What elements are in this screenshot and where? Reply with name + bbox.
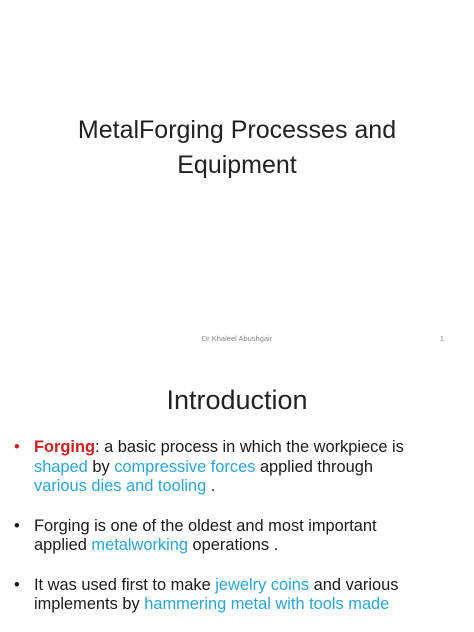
bullet-text: . bbox=[206, 477, 216, 495]
bullet-text: by bbox=[87, 457, 115, 476]
bullet-text: : a basic process in which the workpiece is bbox=[95, 438, 404, 456]
bullet-text: applied through bbox=[259, 457, 373, 476]
slide-2 bbox=[0, 355, 474, 632]
slide-title-line-1: MetalForging Processes and bbox=[77, 116, 397, 144]
slide-footer-author: Dr Khaleel Abushgair bbox=[201, 334, 273, 343]
bullet-text: It was used first to make bbox=[34, 575, 216, 594]
keyword-metalworking: metalworking bbox=[91, 536, 188, 554]
bullet-text: operations . bbox=[187, 536, 279, 554]
slide-page-number: 1 bbox=[439, 334, 444, 343]
bullet-list bbox=[14, 438, 474, 615]
bullet-item-forging bbox=[14, 438, 474, 497]
bullet-text: Forging is one of the oldest and most important applied bbox=[34, 516, 377, 554]
keyword-hammering-metal: hammering metal with tools made bbox=[144, 595, 390, 613]
keyword-jewelry-coins: jewelry coins bbox=[215, 575, 310, 594]
bullet-text: and various implements by bbox=[34, 575, 399, 613]
bullet-item-origins bbox=[14, 576, 474, 615]
keyword-shaped: shaped bbox=[34, 457, 88, 476]
keyword-forging: Forging bbox=[34, 438, 95, 456]
bullet-icon: • bbox=[14, 438, 20, 456]
slide-title-line-2: Equipment bbox=[177, 151, 297, 179]
bullet-icon: • bbox=[14, 575, 20, 594]
bullet-icon: • bbox=[14, 516, 20, 535]
keyword-compressive-forces: compressive forces bbox=[114, 457, 256, 476]
keyword-dies-and-tooling: various dies and tooling bbox=[34, 477, 207, 495]
slide-title bbox=[0, 113, 474, 183]
bullet-item-history bbox=[14, 517, 474, 556]
slide-title: Introduction bbox=[166, 385, 308, 415]
